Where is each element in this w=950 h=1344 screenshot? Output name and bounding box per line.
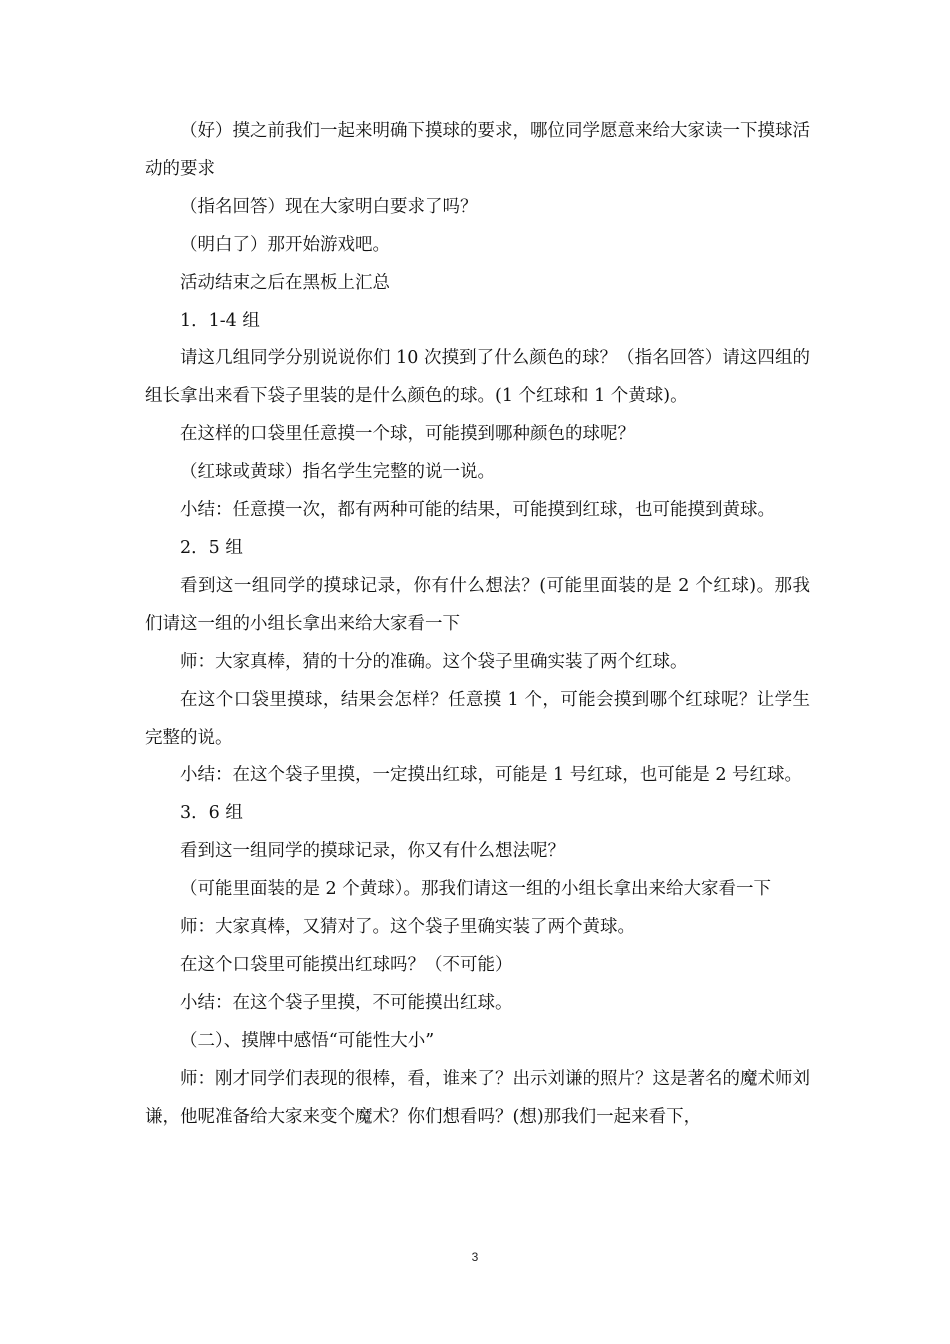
body-text [145, 113, 810, 1136]
paragraph: 在这样的口袋里任意摸一个球，可能摸到哪种颜色的球呢？ [180, 424, 635, 445]
paragraph: 看到这一组同学的摸球记录，你又有什么想法呢？ [180, 841, 565, 862]
paragraph: （好）摸之前我们一起来明确下摸球的要求，哪位同学愿意来给大家读一下摸球活动的要求 [145, 121, 810, 179]
paragraph: 师：刚才同学们表现的很棒，看，谁来了？出示刘谦的照片？这是著名的魔术师刘谦，他呢准备给大家来变个魔术？你们想看吗？(想)那我们一起来看下， [145, 1068, 810, 1127]
paragraph: （红球或黄球）指名学生完整的说一说。 [180, 462, 495, 483]
paragraph: 师：大家真棒，又猜对了。这个袋子里确实装了两个黄球。 [180, 917, 635, 938]
paragraph: 在这个口袋里摸球，结果会怎样？任意摸 1 个，可能会摸到哪个红球呢？让学生完整的说。 [145, 689, 810, 748]
summary-paragraph: 小结：在这个袋子里摸，一定摸出红球，可能是 1 号红球，也可能是 2 号红球。 [180, 765, 803, 786]
paragraph: （可能里面装的是 2 个黄球）。那我们请这一组的小组长拿出来给大家看一下 [180, 879, 772, 900]
paragraph: （明白了）那开始游戏吧。 [180, 234, 390, 255]
paragraph: 在这个口袋里可能摸出红球吗？（不可能） [180, 954, 513, 975]
paragraph: 活动结束之后在黑板上汇总 [180, 272, 390, 293]
paragraph: 请这几组同学分别说说你们 10 次摸到了什么颜色的球？（指名回答）请这四组的组长拿出来看下袋子里装的是什么颜色的球。(1 个红球和 1 个黄球)。 [145, 348, 810, 407]
paragraph: 师：大家真棒，猜的十分的准确。这个袋子里确实装了两个红球。 [180, 651, 688, 672]
paragraph: （指名回答）现在大家明白要求了吗？ [180, 196, 478, 217]
section-number: 3．6 组 [180, 803, 243, 824]
summary-paragraph: 小结：在这个袋子里摸，不可能摸出红球。 [180, 992, 513, 1013]
summary-paragraph: 小结：任意摸一次，都有两种可能的结果，可能摸到红球，也可能摸到黄球。 [180, 500, 775, 521]
paragraph: 看到这一组同学的摸球记录，你有什么想法？(可能里面装的是 2 个红球)。那我们请这一组的小组长拿出来给大家看一下 [145, 575, 810, 634]
page-number: 3 [471, 1250, 479, 1264]
section-heading: （二）、摸牌中感悟“可能性大小” [180, 1030, 435, 1051]
section-number: 1．1-4 组 [180, 310, 260, 331]
section-number: 2．5 组 [180, 537, 243, 558]
